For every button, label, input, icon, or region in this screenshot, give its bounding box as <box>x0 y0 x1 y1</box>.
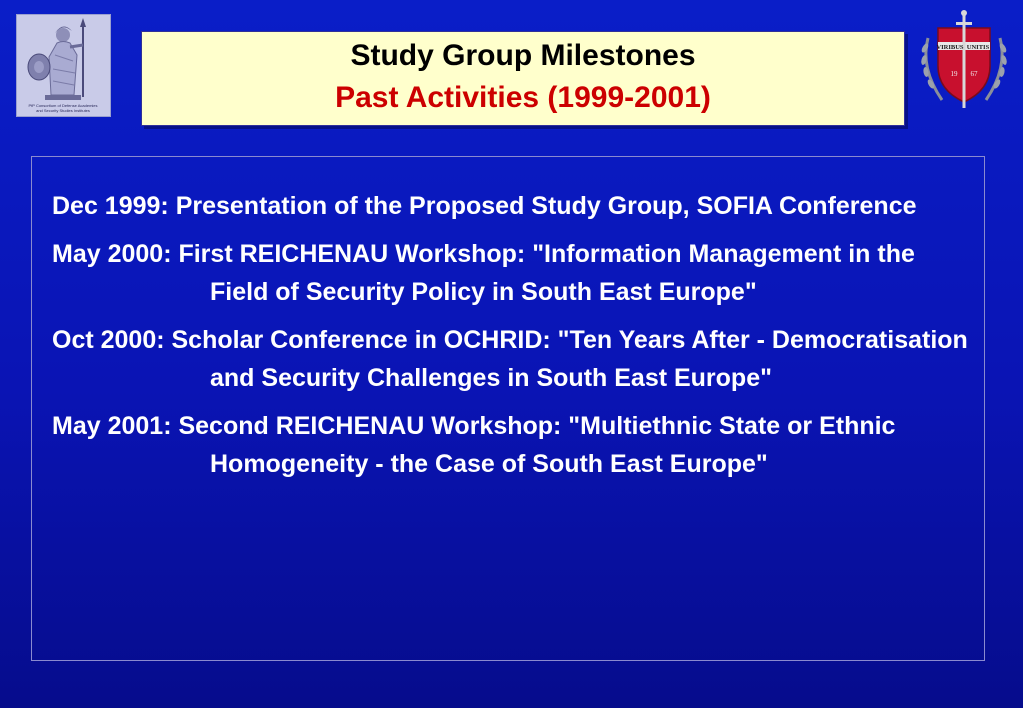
milestone-item: Oct 2000: Scholar Conference in OCHRID: "Ten Years After - Democratisation and Security Challenges in South East Europe" <box>52 326 968 392</box>
crest-motto-right: UNITIS <box>966 44 990 51</box>
title-box <box>141 31 905 126</box>
athena-statue-icon <box>17 15 110 116</box>
academy-crest <box>914 8 1014 116</box>
logo-caption-2: and Security Studies Institutes <box>36 108 90 113</box>
crest-year-right: 67 <box>970 70 978 78</box>
page-subtitle: Past Activities (1999-2001) <box>335 81 711 114</box>
milestone-list <box>52 187 977 493</box>
crest-motto-left: VIRIBUS <box>936 44 964 51</box>
milestones-panel <box>31 156 985 661</box>
page-title: Study Group Milestones <box>350 39 696 72</box>
consortium-logo <box>16 14 111 117</box>
crest-sword-icon <box>914 8 1014 116</box>
milestone-item: May 2000: First REICHENAU Workshop: "Information Management in the Field of Security Policy in South East Europe" <box>52 240 915 306</box>
milestone-item: May 2001: Second REICHENAU Workshop: "Multiethnic State or Ethnic Homogeneity - the Case of South East Europe" <box>52 412 896 478</box>
logo-caption-1: PfP Consortium of Defense Academies <box>28 103 98 108</box>
crest-year-left: 19 <box>950 70 958 78</box>
milestone-item: Dec 1999: Presentation of the Proposed Study Group, SOFIA Conference <box>52 192 917 220</box>
